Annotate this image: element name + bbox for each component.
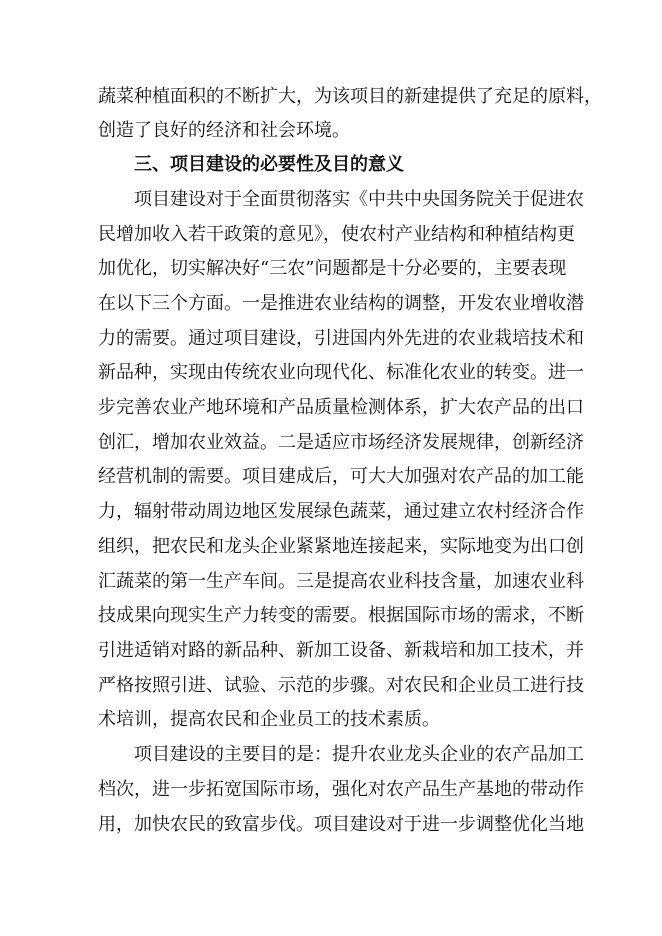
body-line-17: 引进适销对路的新品种、新加工设备、新栽培和加工技术，并 [98, 640, 584, 661]
body-line-4: 项目建设对于全面贯彻落实《中共中央国务院关于促进农 [134, 189, 584, 210]
body-line-16: 技成果向现实生产力转变的需要。根据国际市场的需求，不断 [98, 605, 584, 626]
body-line-18: 严格按照引进、试验、示范的步骤。对农民和企业员工进行技 [98, 675, 584, 696]
body-line-7: 在以下三个方面。一是推进农业结构的调整，开发农业增收潜 [98, 293, 584, 314]
body-line-5: 民增加收入若干政策的意见》，使农村产业结构和种植结构更 [98, 224, 575, 245]
body-line-11: 创汇，增加农业效益。二是适应市场经济发展规律，创新经济 [98, 432, 584, 453]
body-line-10: 步完善农业产地环境和产品质量检测体系，扩大农产品的出口 [98, 397, 584, 418]
body-line-12: 经营机制的需要。项目建成后，可大大加强对农产品的加工能 [98, 466, 584, 487]
body-line-13: 力，辐射带动周边地区发展绿色蔬菜，通过建立农村经济合作 [98, 501, 584, 522]
body-line-15: 汇蔬菜的第一生产车间。三是提高农业科技含量，加速农业科 [98, 571, 584, 592]
body-line-9: 新品种，实现由传统农业向现代化、标准化农业的转变。进一 [98, 362, 584, 383]
body-line-22: 用，加快农民的致富步伐。项目建设对于进一步调整优化当地 [98, 814, 584, 835]
body-line-19: 术培训，提高农民和企业员工的技术素质。 [98, 709, 440, 730]
body-line-8: 力的需要。通过项目建设，引进国内外先进的农业栽培技术和 [98, 328, 584, 349]
body-line-1: 蔬菜种植面积的不断扩大，为该项目的新建提供了充足的原料， [98, 86, 602, 107]
body-line-2: 创造了良好的经济和社会环境。 [98, 120, 350, 141]
body-line-14: 组织，把农民和龙头企业紧紧地连接起来，实际地变为出口创 [98, 536, 584, 557]
body-line-20: 项目建设的主要目的是：提升农业龙头企业的农产品加工 [134, 744, 584, 765]
body-line-6: 加优化，切实解决好“三农”问题都是十分必要的，主要表现 [98, 258, 567, 279]
body-line-21: 档次，进一步拓宽国际市场，强化对农产品生产基地的带动作 [98, 779, 584, 800]
section-heading: 三、项目建设的必要性及目的意义 [134, 154, 404, 175]
